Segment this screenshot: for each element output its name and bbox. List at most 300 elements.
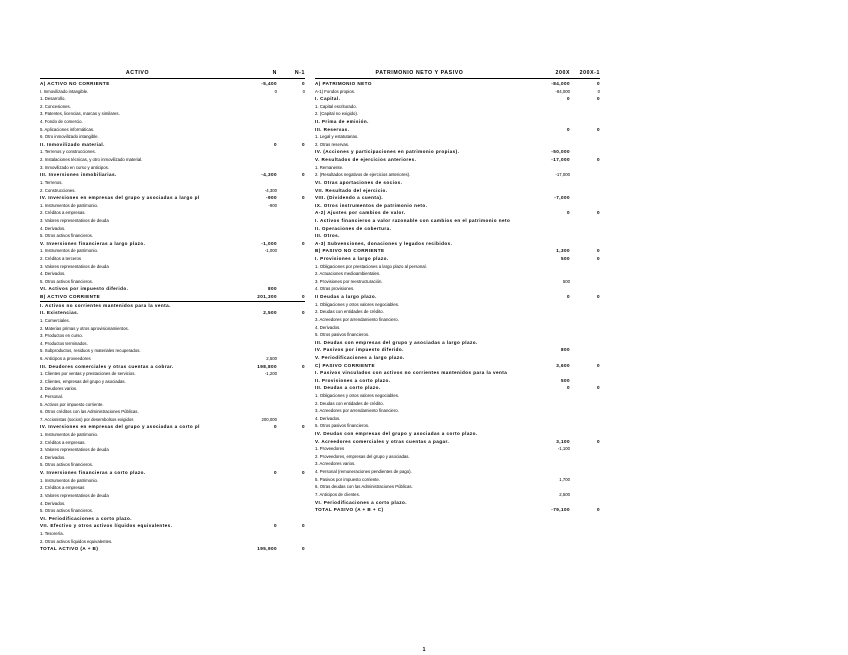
row-value-prior [277,247,305,255]
row-value-prior [570,468,600,476]
row-value-prior [570,316,600,324]
table-row [315,141,600,149]
row-value-current: 201,300 [257,294,277,300]
row-value-prior [277,439,305,447]
table-row [315,331,600,339]
row-value-current [235,408,277,416]
row-value-current [524,285,570,293]
row-value-current [524,141,570,149]
table-row [315,179,600,187]
row-value-prior [277,446,305,454]
row-label: IX. Otros instrumentos de patrimonio neto. [315,202,428,208]
row-value-current [235,454,277,462]
row-value-current: -4,300 [261,172,277,178]
row-value-current: 500 [562,278,570,284]
row-label: IV. Inversiones en empresas del grupo y asociadas a largo pl [40,195,200,201]
row-label: III. Reservas. [315,126,350,132]
row-value-current: 0 [566,126,570,132]
table-row [40,378,305,386]
row-value-current [235,126,277,134]
row-value-current [235,133,277,141]
row-value-prior [570,445,600,453]
table-row [40,545,305,553]
row-value-current: -1,100 [557,446,570,452]
table-row [40,118,305,126]
row-label: 2. Créditos a empresas. [40,210,86,216]
row-value-prior [277,538,305,546]
row-value-prior [570,232,600,240]
table-row [40,126,305,134]
table-row [315,460,600,468]
row-value-prior [277,484,305,492]
row-label: VII. Resultado del ejercicio. [315,187,388,193]
row-label: 4. Derivados. [40,271,66,277]
row-value-current [524,187,570,195]
row-label: 3. Acreedores por arrendamiento financiero. [315,408,399,414]
row-value-prior [277,515,305,523]
row-value-prior: 0 [301,240,305,246]
row-label: 1. Tesorería. [40,530,64,536]
row-label: 2. Proveedores, empresas del grupo y asociadas. [315,453,410,459]
row-value-current: 800 [267,286,277,292]
row-value-current [235,110,277,118]
row-label: 1. Comerciales. [40,317,70,323]
row-value-current [524,354,570,362]
table-row [315,415,600,423]
row-value-current [524,110,570,118]
row-value-prior [570,194,600,202]
row-value-prior [570,225,600,233]
row-value-current [235,103,277,111]
row-label: I. Activos financieros a valor razonable con cambios en el patrimonio neto [315,217,511,223]
row-value-current: 2,500 [559,491,570,497]
row-label: 4. Otras provisiones. [315,286,355,292]
row-label: V. Inversiones financieras a largo plazo. [40,240,146,246]
row-value-prior [570,415,600,423]
row-label: 5. Activos por impuesto corriente. [40,401,104,407]
pasivo-rows [315,80,600,514]
row-label: 2. Créditos a empresas [40,485,85,491]
table-row [315,293,600,301]
row-label: 3. Provisiones por reestructuración. [315,278,383,284]
row-label: 4. Personal. [40,393,63,399]
row-value-prior [570,346,600,354]
row-value-current [235,225,277,233]
row-value-prior [277,209,305,217]
row-label: 1. Instrumentos de patrimonio. [40,202,99,208]
row-label: 1. Instrumentos de patrimonio. [40,432,99,438]
table-row [40,416,305,424]
row-value-current [235,347,277,355]
row-value-current: 200,000 [261,416,277,422]
row-value-prior [570,164,600,172]
row-value-current: -1,000 [261,240,277,246]
row-value-current [235,317,277,325]
table-row [40,393,305,401]
row-value-current: 0 [566,210,570,216]
table-row [315,499,600,507]
row-value-prior [570,263,600,271]
row-value-prior [277,477,305,485]
row-value-prior [277,156,305,164]
row-value-current [524,331,570,339]
row-value-prior [570,400,600,408]
row-label: 2. Deudas con entidades de crédito. [315,400,384,406]
row-value-prior [277,355,305,363]
row-value-current: 198,800 [257,363,277,369]
row-value-current [235,393,277,401]
row-value-current [235,164,277,172]
row-label: 2. Créditos a terceros [40,256,82,262]
row-label: 2. Instalaciones técnicas, y otro inmovilizado material. [40,157,143,163]
row-value-prior: 0 [596,248,600,254]
table-row [315,445,600,453]
row-value-current: 195,900 [257,546,277,552]
row-value-prior [277,164,305,172]
row-label: VI. Periodificaciones a corto plazo. [315,499,408,505]
table-row [40,302,305,310]
table-row [315,148,600,156]
table-row [315,362,600,370]
table-row [40,255,305,263]
row-value-prior [277,408,305,416]
row-label: II. Operaciones de cobertura. [315,225,392,231]
row-value-current: 500 [560,377,570,383]
table-row [40,247,305,255]
row-value-prior [277,179,305,187]
row-value-current: 0 [273,424,277,430]
table-row [40,477,305,485]
table-row [40,133,305,141]
table-row [40,515,305,523]
row-label: 5. Otros activos financieros. [40,508,94,514]
row-value-current [524,415,570,423]
row-value-prior [277,302,305,310]
row-value-prior: 0 [596,385,600,391]
row-value-prior [277,416,305,424]
row-value-prior [570,110,600,118]
row-label: 3. Valores representativos de deuda [40,217,109,223]
table-row [40,423,305,431]
row-label: I. Inmovilizado intangible. [40,88,89,94]
table-row [315,476,600,484]
row-label: 1. Instrumentos de patrimonio. [40,477,99,483]
row-label: VI. Otras aportaciones de socios. [315,179,403,185]
table-row [315,110,600,118]
row-value-prior [277,370,305,378]
row-label: 2. (Capital no exigido). [315,111,358,117]
row-label: 6. Otro inmovilizado intangible. [40,134,99,140]
activo-header-label: ACTIVO [125,70,150,76]
row-label: 3. Valores representativos de deuda [40,447,109,453]
row-value-prior [570,118,600,126]
pasivo-header-year-prior: 200X-1 [579,70,600,76]
row-value-current [235,118,277,126]
table-row [40,148,305,156]
row-value-prior: 0 [596,81,600,86]
row-value-prior [570,369,600,377]
row-value-current: 3,100 [556,438,570,444]
table-row [40,347,305,355]
row-value-prior [570,217,600,225]
table-row [40,507,305,515]
row-label: 3. Deudores varios. [40,386,78,392]
row-value-prior [277,263,305,271]
row-value-current [235,217,277,225]
row-label: VI. Periodificaciones a corto plazo. [40,515,133,521]
row-value-current: -5,400 [261,81,277,86]
row-label: III. Deudas a corto plazo. [315,385,381,391]
row-label: 1. Capital escriturado. [315,103,357,109]
row-label: 2. Concesiones. [40,103,71,109]
row-value-current [524,240,570,248]
row-value-prior: 0 [302,88,305,94]
row-value-prior [277,232,305,240]
row-label: 1. Obligaciones y otros valores negociables. [315,392,400,398]
row-value-current [235,492,277,500]
row-value-current [235,156,277,164]
row-value-current: 0 [273,523,277,529]
row-label: 5. Pasivos por impuesto corriente. [315,476,380,482]
row-label: IV. Deudas con empresas del grupo y asociadas a corto plazo. [315,431,478,437]
row-value-current [524,133,570,141]
table-row [40,232,305,240]
row-value-current: 0 [566,96,570,102]
table-row [40,263,305,271]
row-value-current: 0 [273,141,277,147]
row-value-prior [277,454,305,462]
table-row [40,187,305,195]
row-label: 2. (Resultados negativos de ejercicios anteriores). [315,172,411,178]
row-label: V. Acreedores comerciales y otras cuentas a pagar. [315,438,450,444]
row-value-current [524,430,570,438]
table-row [315,354,600,362]
table-row [40,164,305,172]
table-row [315,217,600,225]
row-value-current: -7,000 [554,195,570,201]
row-label: V. Inversiones financieras a corto plazo. [40,470,146,476]
row-value-prior [277,95,305,103]
row-value-prior [277,118,305,126]
row-value-current [235,431,277,439]
row-value-prior [570,392,600,400]
activo-header [40,69,305,79]
row-value-current: 0 [566,385,570,391]
row-value-prior [277,340,305,348]
row-label: IV. (Acciones y participaciones en patrimonio propias). [315,149,460,155]
row-value-prior [570,133,600,141]
row-value-prior [277,332,305,340]
row-value-prior [570,202,600,210]
row-value-prior [277,278,305,286]
table-row [40,461,305,469]
table-row [315,278,600,286]
row-value-prior [570,453,600,461]
table-row [315,209,600,217]
table-row [315,453,600,461]
row-label: 6. Anticipos a proveedores [40,355,91,361]
row-label: 2. Otras reservas. [315,141,350,147]
table-row [40,446,305,454]
table-row [315,156,600,164]
row-value-current [235,148,277,156]
table-row [40,156,305,164]
table-row [40,95,305,103]
table-row [40,401,305,409]
row-value-prior [277,378,305,386]
row-label: 1. Terrenos y construcciones. [40,149,96,155]
row-value-current [524,460,570,468]
table-row [40,285,305,293]
row-label: 3. Patentes, licencias, marcas y similares. [40,111,120,117]
row-value-prior: 0 [596,157,600,163]
row-value-prior [570,179,600,187]
row-label: II. Prima de emisión. [315,119,369,125]
row-value-prior [277,431,305,439]
row-label: C) PASIVO CORRIENTE [315,362,376,368]
row-value-prior [277,500,305,508]
row-value-current [524,499,570,507]
row-value-current [235,401,277,409]
row-label: 5. Otros pasivos financieros. [315,332,370,338]
row-value-prior [277,270,305,278]
row-label: 7. Accionistas (socios) por desembolsos exigidos [40,416,134,422]
row-value-prior: 0 [596,96,600,102]
row-label: B) PASIVO NO CORRIENTE [315,248,385,254]
row-value-current [235,255,277,263]
row-value-prior [277,317,305,325]
row-value-current [524,400,570,408]
row-value-prior [570,460,600,468]
row-value-prior [277,393,305,401]
row-value-prior [570,278,600,286]
table-row [40,293,305,302]
table-row [315,506,600,514]
row-value-prior [277,126,305,134]
row-label: 4. Fondo de comercio. [40,119,83,125]
table-row [40,522,305,530]
row-value-prior: 0 [301,424,305,430]
table-row [315,164,600,172]
row-value-current: -17,000 [551,157,570,163]
row-label: V. Resultados de ejercicios anteriores. [315,157,417,163]
row-value-current: -17,000 [555,172,570,178]
row-label: I. Activos no corrientes mantenidos para la venta. [40,302,171,308]
table-row [40,363,305,371]
row-value-prior [570,103,600,111]
row-value-current [235,325,277,333]
row-value-prior [570,422,600,430]
row-label: 4. Derivados. [40,454,66,460]
row-value-prior [570,187,600,195]
row-value-prior: 0 [301,523,305,529]
row-label: I. Pasivos vinculados con activos no corrientes mantenidos para la venta [315,370,508,376]
row-label: 1. Proveedores [315,446,345,452]
table-row [315,133,600,141]
row-value-current: 500 [560,256,570,262]
row-label: B) ACTIVO CORRIENTE [40,294,101,300]
pasivo-header-label: PATRIMONIO NETO Y PASIVO [375,70,464,76]
row-value-current: 1,300 [556,248,570,254]
row-value-current [524,118,570,126]
row-value-current [235,378,277,386]
row-label: 2. Construcciones. [40,187,76,193]
row-value-current [524,453,570,461]
row-value-current [235,263,277,271]
row-label: 2. Deudas con entidades de crédito. [315,309,384,315]
table-row [315,194,600,202]
row-value-current [235,340,277,348]
table-row [40,431,305,439]
row-value-prior [570,430,600,438]
table-row [40,530,305,538]
row-value-current [524,422,570,430]
row-value-current [524,308,570,316]
row-value-prior [277,285,305,293]
table-row [315,263,600,271]
row-value-prior [277,202,305,210]
row-label: 4. Productos terminados. [40,340,88,346]
row-label: 2. Créditos a empresas. [40,439,86,445]
row-value-prior: 0 [596,438,600,444]
row-value-current [524,232,570,240]
row-label: 5. Subproductos, residuos y materiales recuperados. [40,348,141,354]
row-value-prior [277,492,305,500]
row-label: 1. Remanente. [315,164,344,170]
table-row [40,270,305,278]
row-value-prior [570,491,600,499]
row-value-prior [570,171,600,179]
row-value-current: -4,300 [264,187,277,193]
table-row [315,232,600,240]
row-label: 4. Derivados. [315,324,341,330]
row-label: 3. Acreedores varios. [315,461,356,467]
table-row [40,141,305,149]
row-label: 5. Aplicaciones informáticas. [40,126,95,132]
row-value-current: 0 [274,88,277,94]
row-value-prior: 0 [301,294,305,300]
table-row [315,187,600,195]
row-value-current [524,316,570,324]
row-label: I. Capital. [315,96,341,102]
row-value-current: 800 [560,347,570,353]
row-value-current [524,369,570,377]
row-label: II Deudas a largo plazo. [315,294,377,300]
table-row [40,340,305,348]
row-value-prior: 0 [301,363,305,369]
row-value-current [235,270,277,278]
table-row [315,118,600,126]
row-value-prior [277,347,305,355]
table-row [40,209,305,217]
row-label: 5. Otros activos financieros. [40,278,94,284]
table-row [40,225,305,233]
table-row [40,469,305,477]
row-label: 4. Derivados. [40,225,66,231]
row-value-current [524,468,570,476]
row-value-prior [570,377,600,385]
row-value-current [235,538,277,546]
row-value-prior: 0 [596,210,600,216]
activo-table [40,69,305,553]
row-value-current [524,164,570,172]
row-value-current [524,263,570,271]
row-value-prior [570,141,600,149]
row-value-prior [570,240,600,248]
pasivo-header [315,69,600,79]
row-value-prior [570,476,600,484]
row-label: 1. Desarrollo. [40,96,66,102]
